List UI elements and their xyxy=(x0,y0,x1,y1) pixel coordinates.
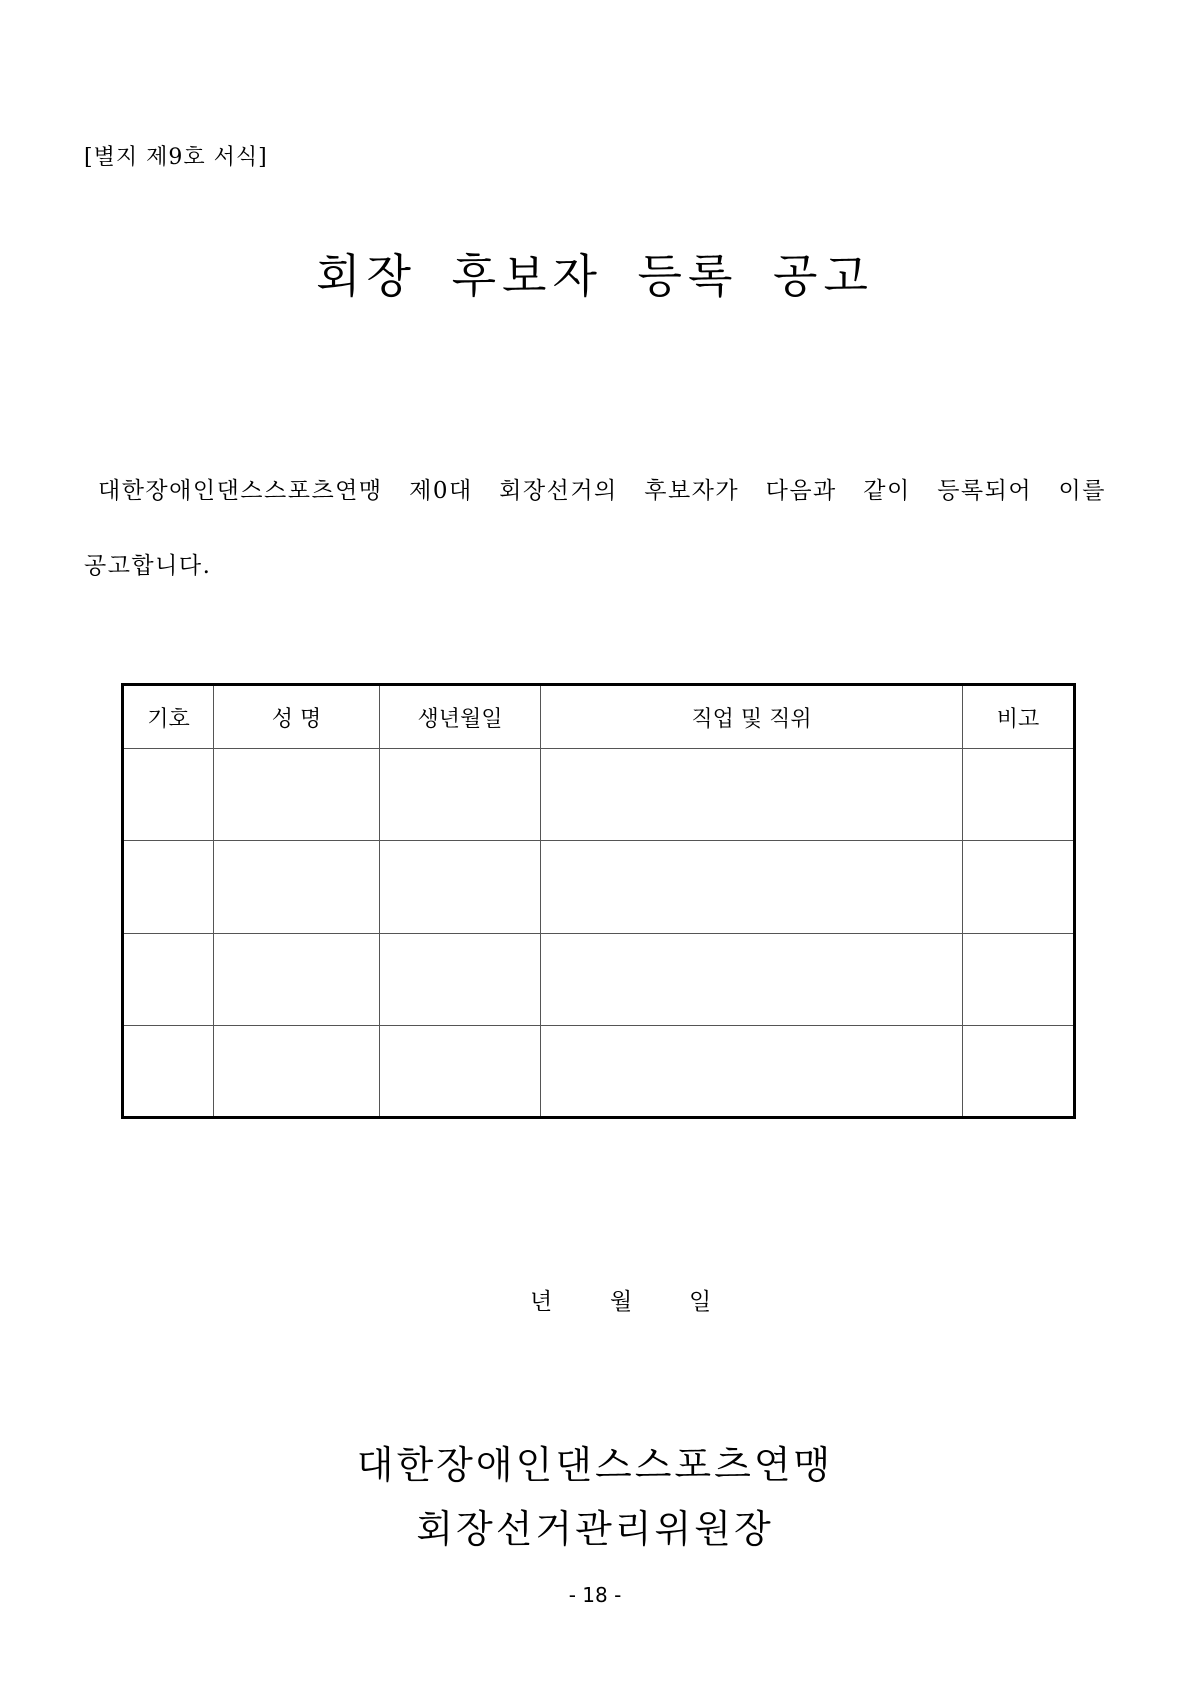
date-day-label: 일 xyxy=(689,1289,712,1315)
table-cell xyxy=(380,933,541,1025)
table-cell xyxy=(380,749,541,841)
column-header-birthdate: 생년월일 xyxy=(380,685,541,749)
table-row xyxy=(123,749,1075,841)
page-number: - 18 - xyxy=(568,1583,622,1607)
table-cell xyxy=(123,1025,214,1117)
signature-organization: 대한장애인댄스스포츠연맹 xyxy=(356,1443,834,1487)
table-cell xyxy=(963,1025,1075,1117)
candidate-table xyxy=(121,683,1076,1119)
table-row xyxy=(123,933,1075,1025)
form-label: [별지 제9호 서식] xyxy=(84,145,268,170)
table-cell xyxy=(963,841,1075,933)
table-cell xyxy=(963,749,1075,841)
table-cell xyxy=(541,933,963,1025)
table-header-row xyxy=(123,685,1075,749)
table-cell xyxy=(541,841,963,933)
column-header-occupation: 직업 및 직위 xyxy=(541,685,963,749)
table-cell xyxy=(123,841,214,933)
table-row xyxy=(123,1025,1075,1117)
date-month-label: 월 xyxy=(610,1289,633,1315)
table-cell xyxy=(541,749,963,841)
column-header-number: 기호 xyxy=(123,685,214,749)
table-cell xyxy=(214,841,380,933)
signature-title: 회장선거관리위원장 xyxy=(416,1507,774,1551)
table-row xyxy=(123,841,1075,933)
table-cell xyxy=(214,933,380,1025)
table-cell xyxy=(214,1025,380,1117)
column-header-name: 성 명 xyxy=(214,685,380,749)
table-cell xyxy=(123,933,214,1025)
table-cell xyxy=(123,749,214,841)
table-cell xyxy=(214,749,380,841)
table-cell xyxy=(963,933,1075,1025)
page-title: 회장 후보자 등록 공고 xyxy=(316,249,874,303)
table-cell xyxy=(380,1025,541,1117)
date-year-label: 년 xyxy=(530,1289,553,1315)
column-header-remarks: 비고 xyxy=(963,685,1075,749)
table-cell xyxy=(541,1025,963,1117)
notice-text-line-2: 공고합니다. xyxy=(84,553,212,579)
notice-text-line-1: 대한장애인댄스스포츠연맹 제0대 회장선거의 후보자가 다음과 같이 등록되어 이를 xyxy=(98,478,1106,504)
table-cell xyxy=(380,841,541,933)
